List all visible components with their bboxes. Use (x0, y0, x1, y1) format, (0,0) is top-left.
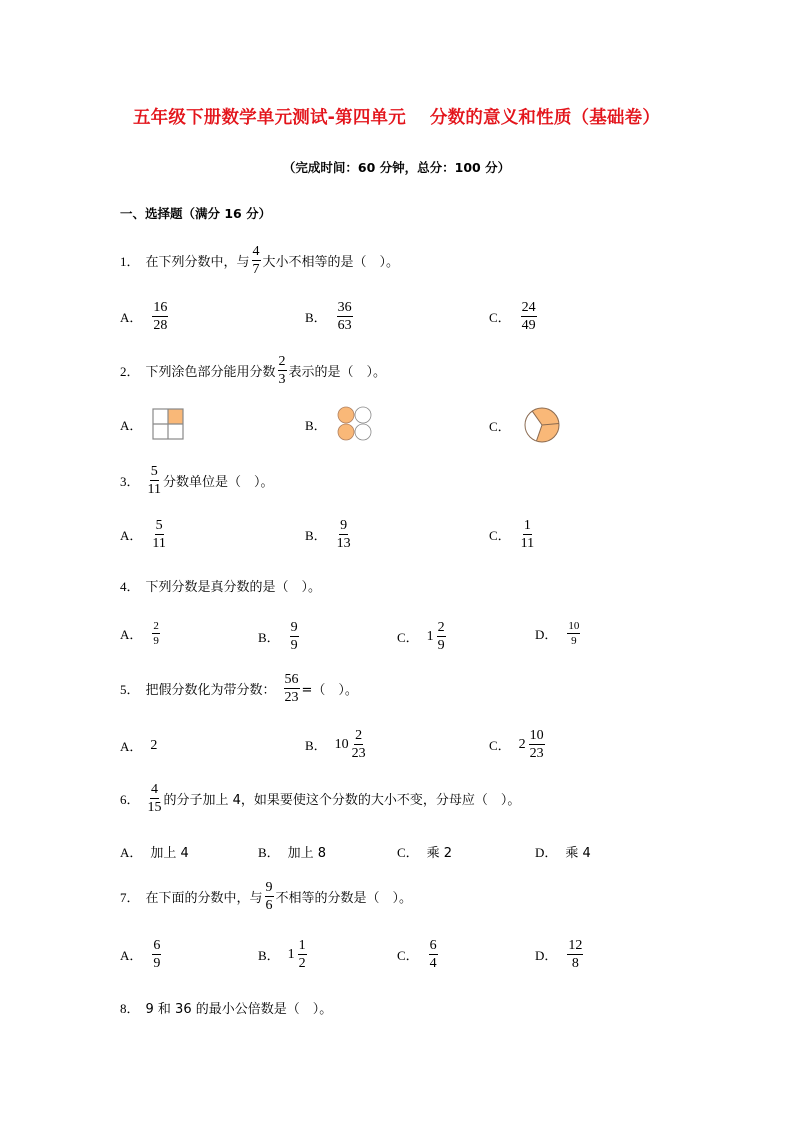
denominator: 6 (265, 898, 273, 913)
question-text: 表示的是（ ）。 (288, 365, 387, 380)
fraction (152, 518, 165, 551)
denominator: 11 (520, 536, 535, 551)
whole-number: 1 (426, 628, 434, 644)
question-text: =（ ）。 (301, 683, 358, 698)
question-text: 大小不相等的是（ ）。 (262, 255, 400, 270)
option-b[interactable] (305, 518, 353, 551)
option-c[interactable] (489, 728, 547, 761)
option-c[interactable] (397, 620, 448, 653)
question-text: 在下列分数中，与 (145, 255, 250, 270)
option-c[interactable] (489, 300, 539, 333)
question-2 (120, 354, 386, 387)
fraction (429, 938, 438, 971)
fraction (298, 938, 307, 971)
option-c[interactable] (397, 842, 452, 861)
option-b[interactable] (258, 842, 326, 861)
denominator: 9 (437, 638, 445, 653)
whole-number: 10 (334, 736, 349, 752)
option-label: B． (305, 528, 327, 543)
option-label: B． (258, 630, 280, 645)
question-text: 9 和 36 的最小公倍数是（ ）。 (145, 1002, 333, 1017)
option-label: A． (120, 627, 143, 642)
option-label: B． (258, 845, 280, 860)
numerator: 36 (337, 300, 352, 315)
option-label: A． (120, 310, 143, 325)
question-number: 5． (120, 682, 140, 697)
fraction (567, 938, 583, 971)
option-value: 加上 4 (150, 846, 189, 861)
numerator: 24 (521, 300, 536, 315)
numerator: 1 (523, 518, 531, 533)
option-b[interactable] (258, 938, 309, 971)
fraction (148, 782, 162, 815)
question-text: 的分子加上 4，如果要使这个分数的大小不变，分母应（ ）。 (163, 793, 521, 808)
denominator: 11 (147, 482, 161, 497)
option-c[interactable] (489, 406, 561, 444)
option-a[interactable] (120, 620, 162, 647)
option-label: A． (120, 417, 143, 433)
denominator: 7 (252, 262, 260, 277)
fraction (265, 880, 274, 913)
option-d[interactable] (535, 620, 582, 647)
denominator: 11 (152, 536, 166, 551)
fraction (437, 620, 446, 653)
option-label: B． (258, 948, 280, 963)
option-label: A． (120, 845, 143, 860)
pie-figure (523, 406, 561, 444)
option-label: D． (535, 948, 558, 963)
denominator: 2 (298, 956, 306, 971)
question-text: 下列分数是真分数的是（ ）。 (145, 580, 322, 595)
option-label: C． (489, 418, 511, 434)
denominator: 9 (153, 635, 159, 647)
numerator: 12 (568, 938, 583, 953)
option-label: B． (305, 738, 327, 753)
option-a[interactable] (120, 842, 189, 861)
question-4 (120, 576, 321, 595)
fraction (337, 300, 353, 333)
numerator: 5 (155, 518, 163, 533)
denominator: 49 (521, 318, 536, 333)
denominator: 23 (351, 746, 366, 761)
question-text: 在下面的分数中，与 (145, 891, 263, 906)
four-circles-figure (337, 406, 373, 442)
numerator: 9 (340, 518, 348, 533)
denominator: 8 (571, 956, 579, 971)
fraction (284, 672, 300, 705)
option-label: D． (535, 845, 558, 860)
option-a[interactable] (120, 300, 170, 333)
option-label: C． (489, 310, 511, 325)
numerator: 5 (150, 464, 158, 479)
question-3 (120, 464, 274, 497)
fraction (337, 518, 351, 551)
option-label: D． (535, 627, 558, 642)
option-value: 乘 2 (426, 846, 453, 861)
question-text: 把假分数化为带分数： (145, 683, 276, 698)
numerator: 2 (278, 354, 286, 369)
option-label: C． (397, 845, 419, 860)
question-number: 1． (120, 254, 140, 269)
option-b[interactable] (305, 406, 373, 442)
fraction (567, 620, 580, 647)
denominator: 23 (529, 746, 544, 761)
option-c[interactable] (397, 938, 440, 971)
question-6 (120, 782, 520, 815)
question-text: 分数单位是（ ）。 (163, 475, 274, 490)
option-label: A． (120, 528, 143, 543)
denominator: 23 (284, 690, 299, 705)
fraction (152, 620, 160, 647)
option-label: C． (397, 948, 419, 963)
option-b[interactable] (305, 728, 368, 761)
denominator: 3 (278, 372, 286, 387)
numerator: 9 (290, 620, 298, 635)
question-number: 3． (120, 474, 140, 489)
denominator: 9 (153, 956, 161, 971)
fraction (290, 620, 299, 653)
denominator: 15 (147, 800, 162, 815)
fraction (352, 728, 366, 761)
option-label: C． (489, 528, 511, 543)
denominator: 9 (290, 638, 298, 653)
question-text: 不相等的分数是（ ）。 (275, 891, 413, 906)
option-b[interactable] (258, 620, 301, 653)
numerator: 6 (429, 938, 437, 953)
numerator: 2 (437, 620, 445, 635)
question-1 (120, 244, 399, 277)
question-number: 6． (120, 792, 140, 807)
option-label: C． (489, 738, 511, 753)
numerator: 4 (252, 244, 260, 259)
fraction (152, 938, 161, 971)
numerator: 9 (265, 880, 273, 895)
option-value: 乘 4 (565, 846, 591, 861)
denominator: 63 (337, 318, 352, 333)
question-number: 4． (120, 579, 140, 594)
option-a[interactable] (120, 518, 168, 551)
numerator: 2 (355, 728, 363, 743)
numerator: 4 (151, 782, 159, 797)
question-8 (120, 998, 332, 1017)
numerator: 1 (298, 938, 306, 953)
whole-number: 2 (518, 736, 526, 752)
numerator: 6 (153, 938, 161, 953)
fraction (152, 300, 168, 333)
option-value: 2 (150, 737, 158, 753)
question-text: 下列涂色部分能用分数 (145, 365, 276, 380)
option-label: C． (397, 630, 419, 645)
whole-number: 1 (287, 946, 295, 962)
section-heading: 一、选择题（满分 16 分） (120, 206, 272, 221)
question-5 (120, 672, 358, 705)
fraction (521, 518, 534, 551)
fraction (278, 354, 287, 387)
denominator: 4 (429, 956, 437, 971)
document-title: 五年级下册数学单元测试-第四单元 分数的意义和性质（基础卷） (132, 108, 661, 128)
option-label: B． (305, 310, 327, 325)
option-d[interactable] (535, 842, 591, 861)
numerator: 56 (284, 672, 299, 687)
fraction (521, 300, 537, 333)
numerator: 10 (529, 728, 544, 743)
question-number: 7． (120, 890, 140, 905)
numerator: 10 (568, 620, 580, 632)
option-a[interactable] (120, 408, 184, 440)
option-d[interactable] (535, 938, 585, 971)
numerator: 16 (153, 300, 168, 315)
denominator: 13 (336, 536, 351, 551)
option-b[interactable] (305, 300, 355, 333)
fraction (252, 244, 261, 277)
question-7 (120, 880, 412, 913)
option-a[interactable] (120, 938, 163, 971)
fraction (529, 728, 545, 761)
question-number: 8． (120, 1001, 140, 1016)
square-grid-figure (152, 408, 184, 440)
option-value: 加上 8 (287, 846, 327, 861)
option-a[interactable] (120, 736, 157, 755)
question-number: 2． (120, 364, 140, 379)
numerator: 2 (153, 620, 159, 632)
option-label: A． (120, 948, 143, 963)
fraction (148, 464, 161, 497)
denominator: 28 (153, 318, 168, 333)
denominator: 9 (571, 635, 577, 647)
option-label: B． (305, 417, 327, 433)
option-c[interactable] (489, 518, 536, 551)
document-subtitle: （完成时间：60 分钟，总分：100 分） (282, 160, 511, 175)
option-label: A． (120, 739, 143, 754)
